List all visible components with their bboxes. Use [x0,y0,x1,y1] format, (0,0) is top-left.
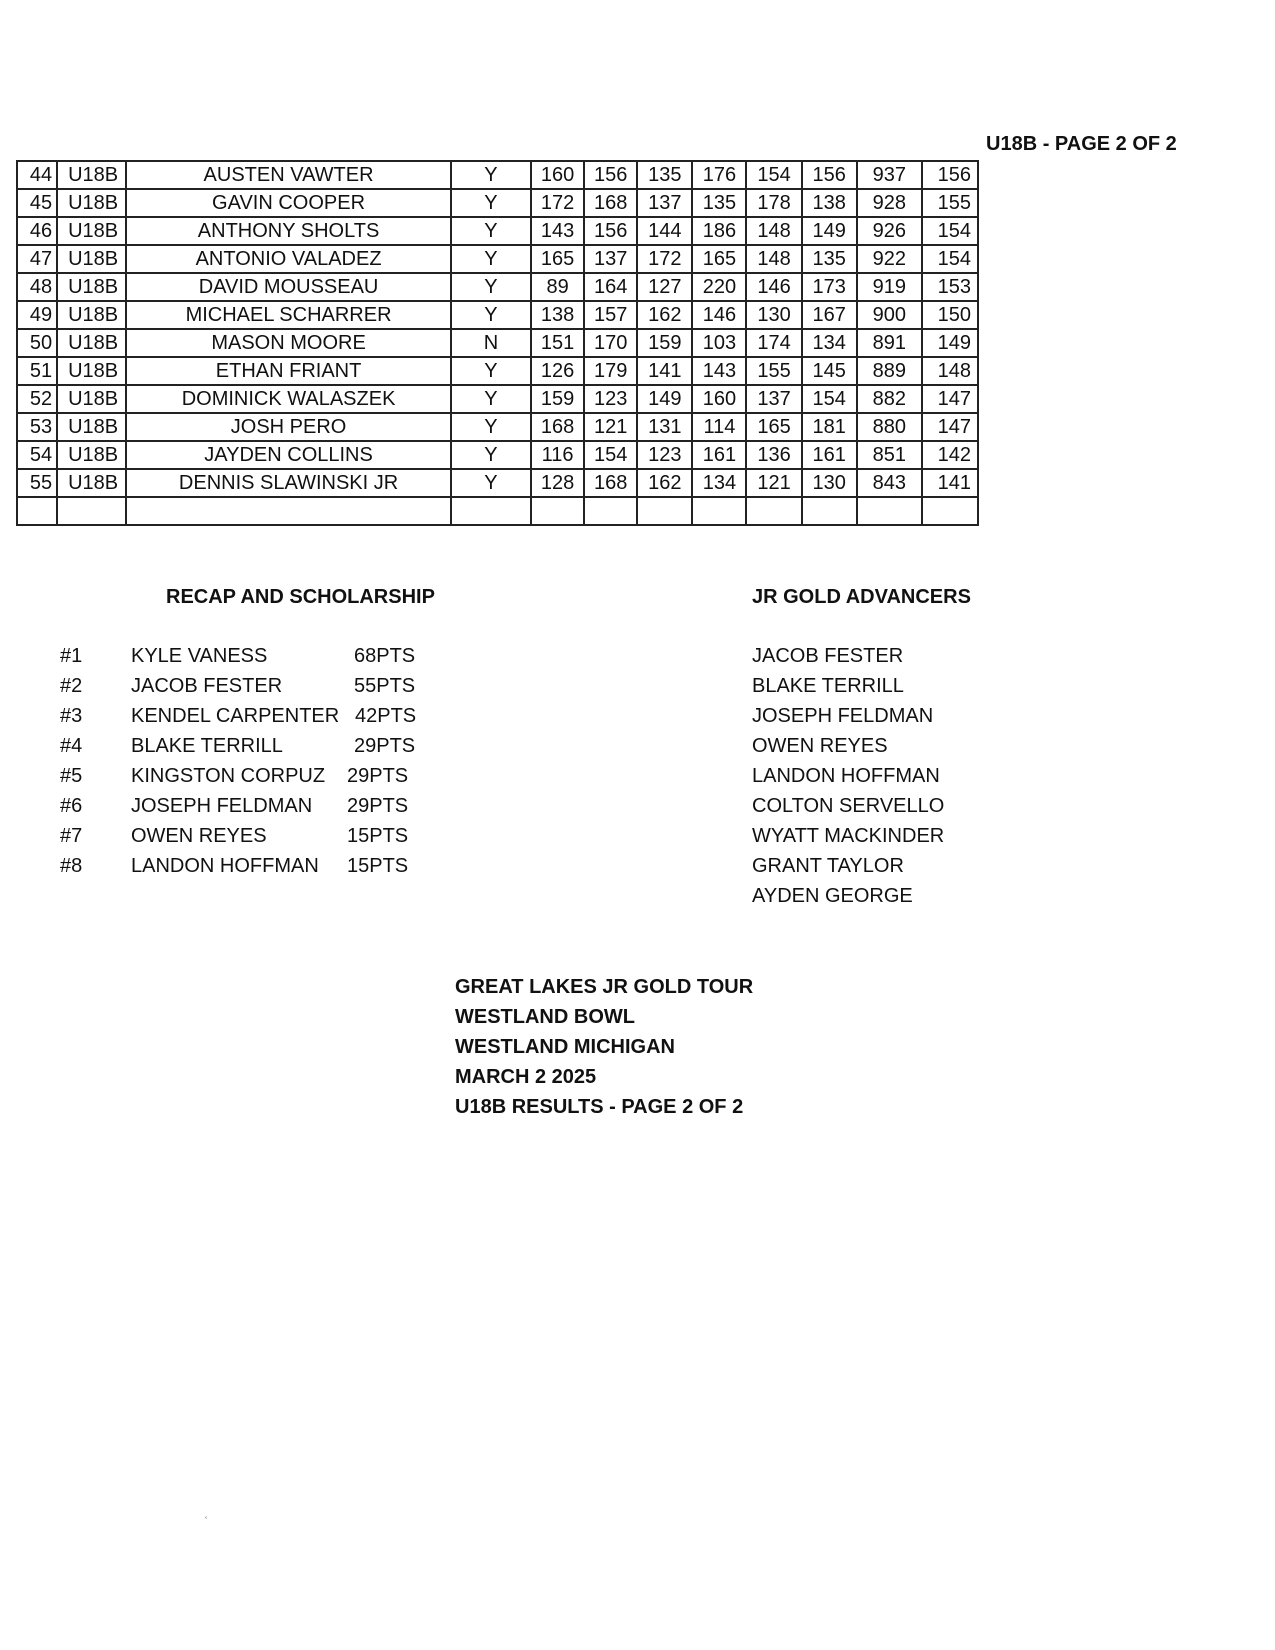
recap-points: 15PTS [347,855,409,877]
recap-points: 15PTS [347,825,409,847]
bowler-name-cell: JOSH PERO [126,413,451,441]
total-cell: 937 [857,161,922,189]
recap-points: 55PTS [354,675,416,697]
average-cell: 147 [922,385,978,413]
game-5-cell: 174 [746,329,801,357]
recap-item [60,765,480,795]
table-row [17,245,978,273]
event-info-line: WESTLAND MICHIGAN [455,1036,675,1058]
bowler-name-cell: MICHAEL SCHARRER [126,301,451,329]
recap-rank: #5 [60,765,83,787]
recap-name: KENDEL CARPENTER [131,705,340,727]
game-4-cell: 146 [692,301,746,329]
game-4-cell: 161 [692,441,746,469]
results-table-body [17,161,978,525]
game-5-cell: 121 [746,469,801,497]
table-row [17,469,978,497]
table-row [17,329,978,357]
game-1-cell: 168 [531,413,584,441]
flag-cell: Y [451,161,531,189]
bowler-name-cell: JAYDEN COLLINS [126,441,451,469]
table-row [17,413,978,441]
game-2-cell: 170 [584,329,637,357]
game-6-cell: 161 [802,441,857,469]
game-2-cell: 154 [584,441,637,469]
game-6-cell: 130 [802,469,857,497]
recap-points: 68PTS [354,645,416,667]
average-cell: 154 [922,245,978,273]
total-cell: 922 [857,245,922,273]
game-4-cell: 186 [692,217,746,245]
average-cell: 154 [922,217,978,245]
game-6-cell: 135 [802,245,857,273]
game-4-cell: 134 [692,469,746,497]
game-3-cell: 159 [637,329,692,357]
page-header: U18B - PAGE 2 OF 2 [986,133,1177,155]
advancer-name: GRANT TAYLOR [752,855,904,877]
game-3-cell: 144 [637,217,692,245]
game-4-cell: 114 [692,413,746,441]
division-cell: U18B [57,385,126,413]
average-cell: 149 [922,329,978,357]
division-cell: U18B [57,161,126,189]
event-info-block [455,976,753,1126]
average-cell: 155 [922,189,978,217]
game-5-cell: 137 [746,385,801,413]
game-4-cell: 135 [692,189,746,217]
division-cell: U18B [57,245,126,273]
flag-cell: Y [451,217,531,245]
division-cell: U18B [57,189,126,217]
game-1-cell: 160 [531,161,584,189]
event-info-line: MARCH 2 2025 [455,1066,597,1088]
recap-heading: RECAP AND SCHOLARSHIP [166,586,435,608]
recap-item [60,735,480,765]
game-3-cell [637,497,692,525]
place-cell: 46 [17,217,57,245]
game-3-cell: 162 [637,469,692,497]
recap-points: 29PTS [347,795,409,817]
average-cell: 150 [922,301,978,329]
bowler-name-cell: GAVIN COOPER [126,189,451,217]
average-cell [922,497,978,525]
place-cell: 44 [17,161,57,189]
recap-rank: #6 [60,795,83,817]
game-5-cell: 155 [746,357,801,385]
game-2-cell: 123 [584,385,637,413]
total-cell: 882 [857,385,922,413]
game-3-cell: 162 [637,301,692,329]
game-6-cell: 167 [802,301,857,329]
recap-name: JOSEPH FELDMAN [131,795,313,817]
game-5-cell: 178 [746,189,801,217]
flag-cell: Y [451,301,531,329]
game-5-cell: 148 [746,217,801,245]
place-cell [17,497,57,525]
game-3-cell: 137 [637,189,692,217]
average-cell: 147 [922,413,978,441]
game-5-cell: 146 [746,273,801,301]
bowler-name-cell: DAVID MOUSSEAU [126,273,451,301]
game-5-cell: 154 [746,161,801,189]
advancer-name: OWEN REYES [752,735,888,757]
total-cell: 919 [857,273,922,301]
total-cell: 889 [857,357,922,385]
game-4-cell: 143 [692,357,746,385]
place-cell: 51 [17,357,57,385]
flag-cell: Y [451,245,531,273]
event-info-line: U18B RESULTS - PAGE 2 OF 2 [455,1096,744,1118]
bowler-name-cell [126,497,451,525]
place-cell: 47 [17,245,57,273]
place-cell: 54 [17,441,57,469]
recap-rank: #2 [60,675,83,697]
division-cell: U18B [57,273,126,301]
recap-points: 29PTS [354,735,416,757]
bowler-name-cell: DENNIS SLAWINSKI JR [126,469,451,497]
recap-points: 42PTS [355,705,417,727]
advancer-name: BLAKE TERRILL [752,675,904,697]
game-2-cell: 121 [584,413,637,441]
game-1-cell [531,497,584,525]
game-6-cell: 156 [802,161,857,189]
recap-points: 29PTS [347,765,409,787]
game-6-cell: 145 [802,357,857,385]
flag-cell: Y [451,441,531,469]
total-cell: 843 [857,469,922,497]
table-row [17,217,978,245]
division-cell: U18B [57,469,126,497]
division-cell: U18B [57,301,126,329]
advancer-name: LANDON HOFFMAN [752,765,940,787]
recap-item [60,705,480,735]
game-2-cell [584,497,637,525]
flag-cell: Y [451,273,531,301]
game-2-cell: 179 [584,357,637,385]
game-1-cell: 172 [531,189,584,217]
recap-rank: #4 [60,735,83,757]
event-info-line: WESTLAND BOWL [455,1006,635,1028]
game-5-cell: 148 [746,245,801,273]
game-5-cell: 136 [746,441,801,469]
flag-cell: Y [451,413,531,441]
game-4-cell: 103 [692,329,746,357]
place-cell: 49 [17,301,57,329]
recap-rank: #7 [60,825,83,847]
game-5-cell: 165 [746,413,801,441]
place-cell: 55 [17,469,57,497]
place-cell: 52 [17,385,57,413]
bowler-name-cell: ETHAN FRIANT [126,357,451,385]
bowler-name-cell: ANTONIO VALADEZ [126,245,451,273]
total-cell: 851 [857,441,922,469]
recap-item [60,795,480,825]
total-cell: 891 [857,329,922,357]
recap-item [60,855,480,885]
game-4-cell: 160 [692,385,746,413]
table-row [17,161,978,189]
game-3-cell: 149 [637,385,692,413]
game-3-cell: 172 [637,245,692,273]
table-row [17,273,978,301]
table-row [17,441,978,469]
game-1-cell: 128 [531,469,584,497]
bowler-name-cell: AUSTEN VAWTER [126,161,451,189]
bowler-name-cell: MASON MOORE [126,329,451,357]
game-6-cell: 173 [802,273,857,301]
table-row [17,189,978,217]
recap-name: OWEN REYES [131,825,267,847]
recap-rank: #3 [60,705,83,727]
game-4-cell: 176 [692,161,746,189]
recap-rank: #8 [60,855,83,877]
game-3-cell: 123 [637,441,692,469]
game-1-cell: 165 [531,245,584,273]
place-cell: 48 [17,273,57,301]
division-cell [57,497,126,525]
game-1-cell: 151 [531,329,584,357]
recap-name: LANDON HOFFMAN [131,855,319,877]
game-2-cell: 168 [584,469,637,497]
game-2-cell: 157 [584,301,637,329]
total-cell [857,497,922,525]
average-cell: 148 [922,357,978,385]
game-6-cell: 134 [802,329,857,357]
flag-cell: Y [451,189,531,217]
division-cell: U18B [57,441,126,469]
game-3-cell: 141 [637,357,692,385]
flag-cell: Y [451,469,531,497]
game-6-cell: 154 [802,385,857,413]
scan-speck: ʿ [204,1514,208,1528]
game-4-cell [692,497,746,525]
table-row [17,301,978,329]
total-cell: 928 [857,189,922,217]
recap-item [60,675,480,705]
division-cell: U18B [57,217,126,245]
advancers-heading: JR GOLD ADVANCERS [752,586,971,608]
average-cell: 141 [922,469,978,497]
game-6-cell: 138 [802,189,857,217]
division-cell: U18B [57,329,126,357]
game-6-cell [802,497,857,525]
bowler-name-cell: DOMINICK WALASZEK [126,385,451,413]
game-3-cell: 135 [637,161,692,189]
game-1-cell: 116 [531,441,584,469]
advancer-name: JACOB FESTER [752,645,904,667]
game-3-cell: 131 [637,413,692,441]
flag-cell [451,497,531,525]
advancers-list [752,645,944,915]
total-cell: 900 [857,301,922,329]
game-2-cell: 168 [584,189,637,217]
game-1-cell: 89 [531,273,584,301]
table-row [17,357,978,385]
game-1-cell: 159 [531,385,584,413]
recap-rank: #1 [60,645,83,667]
advancer-name: COLTON SERVELLO [752,795,945,817]
advancer-name: JOSEPH FELDMAN [752,705,934,727]
total-cell: 926 [857,217,922,245]
advancer-name: WYATT MACKINDER [752,825,945,847]
recap-name: KYLE VANESS [131,645,268,667]
division-cell: U18B [57,413,126,441]
game-2-cell: 164 [584,273,637,301]
advancer-name: AYDEN GEORGE [752,885,913,907]
flag-cell: Y [451,385,531,413]
recap-name: BLAKE TERRILL [131,735,283,757]
game-2-cell: 156 [584,217,637,245]
recap-list [60,645,480,885]
place-cell: 50 [17,329,57,357]
place-cell: 45 [17,189,57,217]
table-row [17,385,978,413]
table-row [17,497,978,525]
average-cell: 153 [922,273,978,301]
flag-cell: N [451,329,531,357]
game-1-cell: 143 [531,217,584,245]
recap-item [60,825,480,855]
game-6-cell: 149 [802,217,857,245]
game-4-cell: 165 [692,245,746,273]
place-cell: 53 [17,413,57,441]
game-2-cell: 156 [584,161,637,189]
game-5-cell [746,497,801,525]
recap-item [60,645,480,675]
game-5-cell: 130 [746,301,801,329]
game-6-cell: 181 [802,413,857,441]
average-cell: 142 [922,441,978,469]
recap-name: JACOB FESTER [131,675,283,697]
bowler-name-cell: ANTHONY SHOLTS [126,217,451,245]
game-1-cell: 138 [531,301,584,329]
game-1-cell: 126 [531,357,584,385]
recap-name: KINGSTON CORPUZ [131,765,326,787]
division-cell: U18B [57,357,126,385]
flag-cell: Y [451,357,531,385]
game-4-cell: 220 [692,273,746,301]
average-cell: 156 [922,161,978,189]
total-cell: 880 [857,413,922,441]
game-2-cell: 137 [584,245,637,273]
event-info-line: GREAT LAKES JR GOLD TOUR [455,976,754,998]
results-table [16,160,979,526]
game-3-cell: 127 [637,273,692,301]
